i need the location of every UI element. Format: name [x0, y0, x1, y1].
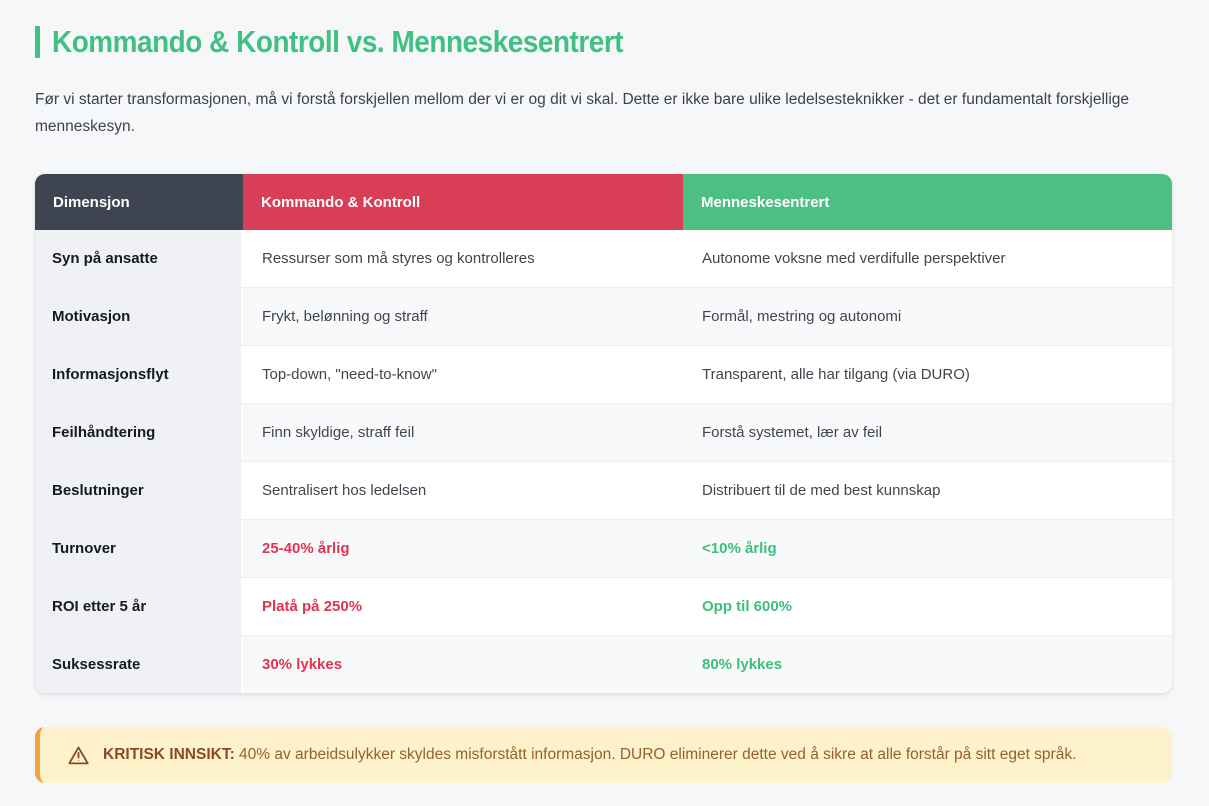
- table-header-command-control: Kommando & Kontroll: [243, 174, 683, 230]
- human-centered-cell: Transparent, alle har tilgang (via DURO): [683, 346, 1172, 403]
- table-header-row: [35, 174, 1172, 230]
- table-row: [35, 461, 1172, 519]
- dimension-cell: Beslutninger: [35, 462, 243, 519]
- table-row: [35, 519, 1172, 577]
- human-centered-cell: <10% årlig: [683, 520, 1172, 577]
- human-centered-cell: Opp til 600%: [683, 578, 1172, 635]
- callout-label: KRITISK INNSIKT:: [103, 746, 235, 764]
- dimension-cell: Turnover: [35, 520, 243, 577]
- table-row: [35, 577, 1172, 635]
- critical-insight-callout: [35, 727, 1172, 783]
- title-row: [35, 24, 1172, 60]
- human-centered-cell: Distribuert til de med best kunnskap: [683, 462, 1172, 519]
- command-control-cell: Frykt, belønning og straff: [243, 288, 683, 345]
- dimension-cell: Syn på ansatte: [35, 230, 243, 287]
- page-title: Kommando & Kontroll vs. Menneskesentrert: [52, 24, 624, 59]
- dimension-cell: Motivasjon: [35, 288, 243, 345]
- table-row: [35, 345, 1172, 403]
- table-row: [35, 230, 1172, 287]
- human-centered-cell: Forstå systemet, lær av feil: [683, 404, 1172, 461]
- command-control-cell: 25-40% årlig: [243, 520, 683, 577]
- callout-body: 40% av arbeidsulykker skyldes misforstått informasjon. DURO eliminerer dette ved å sikre at alle forstår på sitt eget språk.: [234, 746, 1077, 764]
- command-control-cell: Sentralisert hos ledelsen: [243, 462, 683, 519]
- human-centered-cell: 80% lykkes: [683, 636, 1172, 693]
- table-row: [35, 287, 1172, 345]
- title-accent-bar: [35, 26, 40, 58]
- table-body: [35, 230, 1172, 693]
- human-centered-cell: Formål, mestring og autonomi: [683, 288, 1172, 345]
- command-control-cell: Ressurser som må styres og kontrolleres: [243, 230, 683, 287]
- dimension-cell: ROI etter 5 år: [35, 578, 243, 635]
- intro-paragraph: Før vi starter transformasjonen, må vi forstå forskjellen mellom der vi er og dit vi skal. Dette er ikke bare ulike ledelsesteknikker - det er fundamentalt forskjellige menneskesyn.: [35, 91, 1130, 136]
- comparison-table: [35, 174, 1172, 693]
- command-control-cell: Top-down, "need-to-know": [243, 346, 683, 403]
- table-header-dimension: Dimensjon: [35, 174, 243, 230]
- callout-text: [103, 746, 1076, 764]
- human-centered-cell: Autonome voksne med verdifulle perspektiver: [683, 230, 1172, 287]
- dimension-cell: Feilhåndtering: [35, 404, 243, 461]
- table-header-human-centered: Menneskesentrert: [683, 174, 1172, 230]
- table-row: [35, 403, 1172, 461]
- dimension-cell: Suksessrate: [35, 636, 243, 693]
- command-control-cell: Platå på 250%: [243, 578, 683, 635]
- warning-triangle-icon: [67, 744, 90, 767]
- dimension-cell: Informasjonsflyt: [35, 346, 243, 403]
- command-control-cell: 30% lykkes: [243, 636, 683, 693]
- command-control-cell: Finn skyldige, straff feil: [243, 404, 683, 461]
- table-row: [35, 635, 1172, 693]
